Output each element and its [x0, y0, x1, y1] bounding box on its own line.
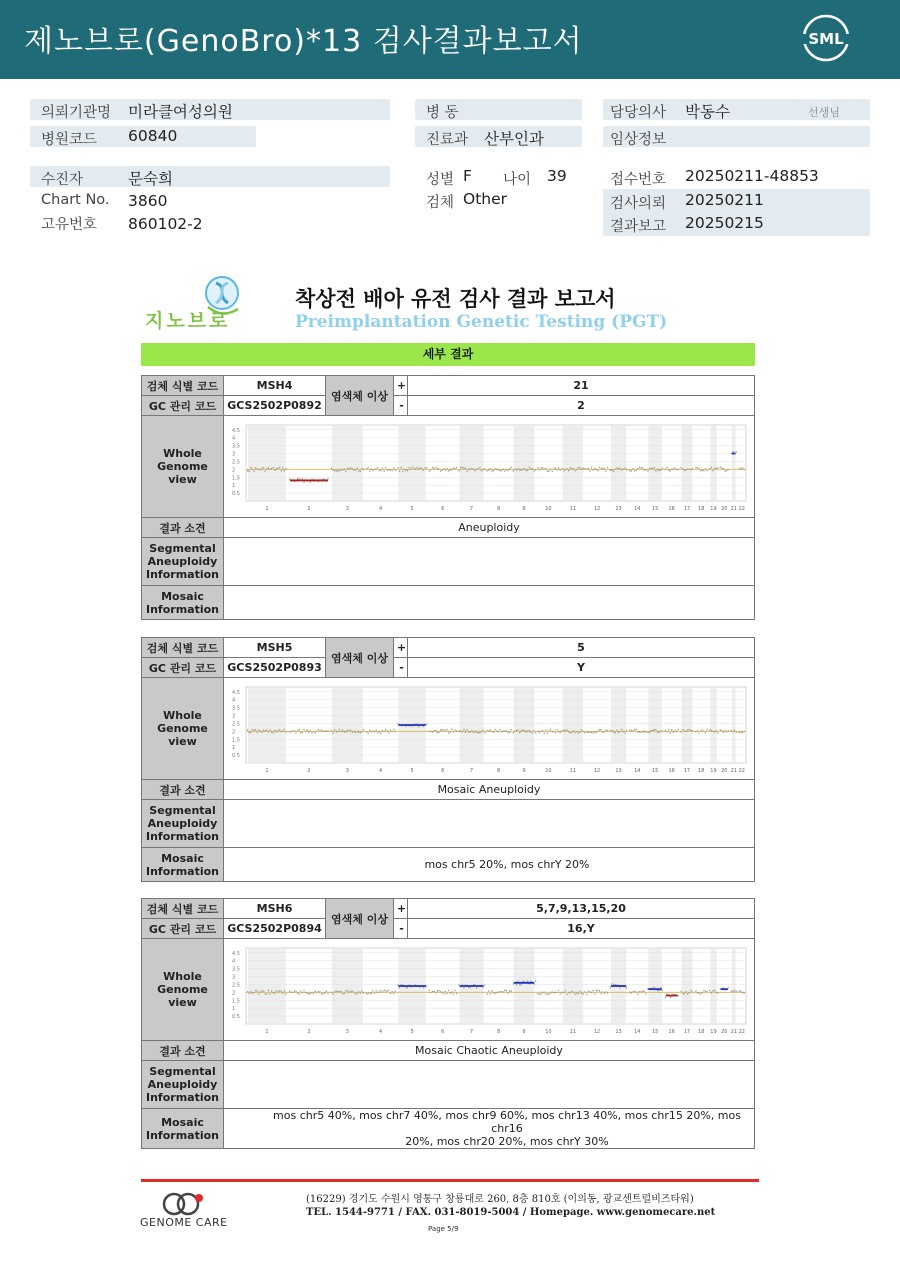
- chrom-tick-label: 19: [710, 1028, 717, 1035]
- y-tick-label: 2: [232, 989, 236, 996]
- chrom-band: [514, 426, 534, 500]
- chrom-tick-label: 3: [345, 767, 349, 774]
- plus-label: +: [394, 376, 408, 396]
- y-tick-label: 2.5: [232, 720, 240, 727]
- chrom-tick-label: 15: [651, 1028, 659, 1035]
- chrom-tick-label: 2: [307, 1028, 311, 1035]
- chrom-tick-label: 6: [441, 505, 445, 512]
- chrom-band: [332, 426, 363, 500]
- sex: F: [463, 167, 472, 185]
- chrom-tick-label: 4: [379, 1028, 383, 1035]
- age: 39: [547, 167, 567, 185]
- address-line: (16229) 경기도 수원시 영통구 창룡대로 260, 8층 810호 (이의동, 광교센트럴비즈타워): [306, 1194, 694, 1205]
- result-label: 결과 소견: [142, 1041, 224, 1061]
- y-tick-label: 4: [232, 435, 236, 442]
- chrom-band: [648, 688, 661, 762]
- chrom-tick-label: 22: [738, 1028, 745, 1035]
- y-tick-label: 0.5: [232, 490, 240, 497]
- gc-code: GCS2502P0894: [224, 919, 326, 939]
- plus-value: 5,7,9,13,15,20: [408, 899, 755, 919]
- dept: 산부인과: [484, 130, 544, 148]
- gc-code: GCS2502P0892: [224, 396, 326, 416]
- chrom-band: [682, 426, 693, 500]
- unique-no-label: 고유번호: [41, 217, 98, 233]
- sml-logo-text: SML: [808, 30, 844, 48]
- y-tick-label: 1: [232, 482, 236, 489]
- chrom-tick-label: 22: [738, 505, 745, 512]
- chrom-tick-label: 13: [615, 1028, 622, 1035]
- y-tick-label: 1.5: [232, 736, 240, 743]
- chrom-tick-label: 9: [522, 767, 526, 774]
- y-tick-label: 2: [232, 728, 236, 735]
- segmental-label: Segmental Aneuploidy Information: [142, 538, 224, 586]
- y-tick-label: 3.5: [232, 705, 240, 712]
- footer-divider: [141, 1179, 759, 1182]
- chrom-band: [248, 949, 286, 1023]
- whole-genome-view: [224, 939, 755, 1041]
- minus-value: Y: [408, 658, 755, 678]
- chrom-abn-label: 염색체 이상: [326, 376, 394, 416]
- chrom-band: [563, 949, 583, 1023]
- mosaic-value: [224, 848, 755, 882]
- chrom-tick-label: 21: [730, 767, 737, 774]
- whole-genome-view: [224, 416, 755, 518]
- y-tick-label: 3.5: [232, 443, 240, 450]
- chrom-band: [514, 688, 534, 762]
- request-label: 검사의뢰: [610, 196, 667, 212]
- report-date: 20250215: [685, 214, 764, 232]
- chrom-tick-label: 10: [545, 505, 552, 512]
- y-tick-label: 4.5: [232, 689, 240, 696]
- chrom-tick-label: 2: [307, 767, 311, 774]
- chrom-tick-label: 17: [683, 767, 691, 774]
- chrom-band: [682, 949, 693, 1023]
- chrom-band: [248, 426, 286, 500]
- row-bg: [30, 166, 390, 187]
- chrom-tick-label: 18: [698, 505, 705, 512]
- sample-id-label: 검체 식별 코드: [142, 899, 224, 919]
- doctor-label: 담당의사: [610, 105, 667, 121]
- ward-label: 병 동: [426, 105, 459, 121]
- chrom-tick-label: 9: [522, 1028, 526, 1035]
- y-tick-label: 0.5: [232, 1013, 240, 1020]
- chrom-tick-label: 16: [668, 767, 675, 774]
- chrom-tick-label: 17: [683, 1028, 691, 1035]
- sex-label: 성별: [426, 172, 455, 188]
- sample-table: [141, 375, 755, 620]
- chrom-tick-label: 20: [721, 1028, 728, 1035]
- requesting-org-label: 의뢰기관명: [41, 105, 112, 121]
- whole-genome-label: Whole Genome view: [142, 416, 224, 518]
- whole-genome-label: Whole Genome view: [142, 939, 224, 1041]
- plot-frame: [246, 425, 746, 501]
- chrom-tick-label: 15: [651, 767, 659, 774]
- y-tick-label: 3: [232, 451, 236, 457]
- y-tick-label: 4: [232, 958, 236, 965]
- minus-label: -: [394, 396, 408, 416]
- chrom-tick-label: 19: [710, 767, 717, 774]
- hospital-code-label: 병원코드: [41, 132, 98, 148]
- chrom-tick-label: 17: [683, 505, 691, 512]
- chrom-band: [732, 949, 736, 1023]
- chrom-band: [248, 688, 286, 762]
- sml-logo: [802, 14, 850, 62]
- receipt-no: 20250211-48853: [685, 167, 819, 185]
- gc-code: GCS2502P0893: [224, 658, 326, 678]
- chrom-tick-label: 4: [379, 767, 383, 774]
- plot-frame: [246, 948, 746, 1024]
- clinical-label: 임상정보: [610, 132, 667, 148]
- gc-code-label: GC 관리 코드: [142, 919, 224, 939]
- sample-id: MSH6: [224, 899, 326, 919]
- chrom-band: [563, 426, 583, 500]
- hospital-code: 60840: [128, 127, 178, 145]
- receipt-label: 접수번호: [610, 172, 667, 188]
- mosaic-value: [224, 586, 755, 620]
- report-title: 제노브로(GenoBro)*13 검사결과보고서: [24, 24, 583, 59]
- section-title: 세부 결과: [141, 343, 755, 366]
- plus-label: +: [394, 899, 408, 919]
- requesting-org: 미라클여성의원: [128, 103, 233, 121]
- chrom-band: [611, 426, 626, 500]
- mosaic-label: Mosaic Information: [142, 1109, 224, 1149]
- patient-name: 문숙희: [128, 170, 173, 188]
- chrom-band: [682, 688, 693, 762]
- sample-id: MSH5: [224, 638, 326, 658]
- specimen-label: 검체: [426, 195, 455, 211]
- result-label: 결과 소견: [142, 518, 224, 538]
- plot-frame: [246, 687, 746, 763]
- chrom-band: [398, 426, 425, 500]
- chrom-abn-label: 염색체 이상: [326, 899, 394, 939]
- chrom-tick-label: 14: [634, 505, 641, 512]
- sample-table: [141, 898, 755, 1149]
- chrom-tick-label: 7: [469, 767, 474, 774]
- chrom-band: [710, 426, 716, 500]
- genome-plot: [230, 942, 752, 1038]
- chrom-band: [710, 949, 716, 1023]
- chrom-band: [732, 688, 736, 762]
- page-number: Page 5/9: [428, 1225, 459, 1233]
- y-tick-label: 1: [232, 744, 236, 751]
- contact-line: TEL. 1544-9771 / FAX. 031-8019-5004 / Homepage. www.genomecare.net: [306, 1207, 716, 1218]
- chrom-abn-label: 염색체 이상: [326, 638, 394, 678]
- chrom-tick-label: 16: [668, 505, 675, 512]
- doctor: 박동수: [685, 103, 730, 121]
- chart-no: 3860: [128, 192, 168, 210]
- chrom-band: [710, 688, 716, 762]
- chrom-band: [611, 688, 626, 762]
- chrom-band: [732, 426, 736, 500]
- chrom-tick-label: 22: [738, 767, 745, 774]
- gc-code-label: GC 관리 코드: [142, 658, 224, 678]
- y-tick-label: 2: [232, 466, 236, 473]
- y-tick-label: 3: [232, 974, 236, 980]
- result-value: Mosaic Aneuploidy: [224, 780, 755, 800]
- chrom-tick-label: 4: [379, 505, 383, 512]
- whole-genome-view: [224, 678, 755, 780]
- sample-id-label: 검체 식별 코드: [142, 376, 224, 396]
- segmental-value: [224, 538, 755, 586]
- report-subtitle: Preimplantation Genetic Testing (PGT): [295, 312, 668, 332]
- y-tick-label: 1.5: [232, 997, 240, 1004]
- chrom-tick-label: 6: [441, 1028, 445, 1035]
- minus-label: -: [394, 658, 408, 678]
- age-label: 나이: [503, 172, 532, 188]
- plus-label: +: [394, 638, 408, 658]
- chrom-tick-label: 5: [410, 505, 414, 512]
- segmental-label: Segmental Aneuploidy Information: [142, 800, 224, 848]
- chrom-tick-label: 7: [469, 505, 474, 512]
- genobro-logo-text: 지노브로: [145, 310, 231, 332]
- chrom-tick-label: 12: [593, 767, 601, 774]
- chrom-tick-label: 1: [265, 767, 269, 774]
- unique-no: 860102-2: [128, 215, 203, 233]
- mosaic-line: 20%, mos chr20 20%, mos chrY 30%: [405, 1135, 609, 1148]
- header-bar: [0, 0, 900, 79]
- result-value: Mosaic Chaotic Aneuploidy: [224, 1041, 755, 1061]
- chart-no-label: Chart No.: [41, 192, 110, 208]
- footer-address: [306, 1193, 715, 1219]
- segmental-label: Segmental Aneuploidy Information: [142, 1061, 224, 1109]
- y-tick-label: 3: [232, 713, 236, 719]
- chrom-band: [563, 688, 583, 762]
- plus-value: 21: [408, 376, 755, 396]
- mosaic-label: Mosaic Information: [142, 586, 224, 620]
- mosaic-value: [224, 1109, 755, 1149]
- y-tick-label: 4.5: [232, 950, 240, 957]
- y-tick-label: 2.5: [232, 458, 240, 465]
- chrom-tick-label: 12: [593, 505, 601, 512]
- chrom-tick-label: 21: [730, 505, 737, 512]
- chrom-tick-label: 19: [710, 505, 717, 512]
- chrom-band: [460, 688, 484, 762]
- minus-label: -: [394, 919, 408, 939]
- chrom-tick-label: 7: [469, 1028, 474, 1035]
- chrom-tick-label: 1: [265, 1028, 269, 1035]
- dept-label: 진료과: [426, 132, 469, 148]
- genome-care-text: GENOME CARE: [140, 1216, 228, 1229]
- y-tick-label: 4: [232, 697, 236, 704]
- chrom-band: [648, 949, 661, 1023]
- result-value: Aneuploidy: [224, 518, 755, 538]
- genome-care-logo-icon: [160, 1190, 206, 1218]
- y-tick-label: 0.5: [232, 752, 240, 759]
- doctor-suffix: 선생님: [808, 106, 840, 119]
- mosaic-label: Mosaic Information: [142, 848, 224, 882]
- specimen: Other: [463, 190, 508, 208]
- gc-code-label: GC 관리 코드: [142, 396, 224, 416]
- chrom-tick-label: 5: [410, 767, 414, 774]
- sample-id-label: 검체 식별 코드: [142, 638, 224, 658]
- segmental-value: [224, 1061, 755, 1109]
- chrom-tick-label: 6: [441, 767, 445, 774]
- mosaic-line: mos chr5 20%, mos chrY 20%: [424, 858, 590, 871]
- chrom-tick-label: 20: [721, 767, 728, 774]
- whole-genome-label: Whole Genome view: [142, 678, 224, 780]
- chrom-tick-label: 11: [569, 767, 577, 774]
- chrom-tick-label: 10: [545, 767, 552, 774]
- chrom-tick-label: 21: [730, 1028, 737, 1035]
- chrom-tick-label: 14: [634, 767, 641, 774]
- patient-label: 수진자: [41, 172, 84, 188]
- y-tick-label: 2.5: [232, 981, 240, 988]
- chrom-tick-label: 18: [698, 1028, 705, 1035]
- sample-table: [141, 637, 755, 882]
- chrom-tick-label: 11: [569, 505, 577, 512]
- chrom-tick-label: 8: [497, 1028, 501, 1035]
- chrom-tick-label: 14: [634, 1028, 641, 1035]
- chrom-tick-label: 16: [668, 1028, 675, 1035]
- chrom-band: [460, 426, 484, 500]
- genome-plot: [230, 419, 752, 515]
- chrom-tick-label: 2: [307, 505, 311, 512]
- minus-value: 16,Y: [408, 919, 755, 939]
- y-tick-label: 3.5: [232, 966, 240, 973]
- chrom-tick-label: 11: [569, 1028, 577, 1035]
- chrom-tick-label: 9: [522, 505, 526, 512]
- minus-value: 2: [408, 396, 755, 416]
- sample-id: MSH4: [224, 376, 326, 396]
- chrom-tick-label: 5: [410, 1028, 414, 1035]
- plus-value: 5: [408, 638, 755, 658]
- result-label: 결과 소견: [142, 780, 224, 800]
- chrom-tick-label: 8: [497, 505, 501, 512]
- request-date: 20250211: [685, 191, 764, 209]
- chrom-tick-label: 13: [615, 767, 622, 774]
- chrom-tick-label: 3: [345, 505, 349, 512]
- mosaic-line: mos chr5 40%, mos chr7 40%, mos chr9 60%, mos chr13 40%, mos chr15 20%, mos chr16: [273, 1109, 741, 1135]
- chrom-tick-label: 1: [265, 505, 269, 512]
- chrom-tick-label: 15: [651, 505, 659, 512]
- y-tick-label: 1: [232, 1005, 236, 1012]
- chrom-tick-label: 3: [345, 1028, 349, 1035]
- chrom-tick-label: 10: [545, 1028, 552, 1035]
- genome-plot: [230, 681, 752, 777]
- chrom-band: [648, 426, 661, 500]
- report-label: 결과보고: [610, 219, 667, 235]
- chrom-tick-label: 13: [615, 505, 622, 512]
- y-tick-label: 1.5: [232, 474, 240, 481]
- chrom-tick-label: 18: [698, 767, 705, 774]
- report-main-title: 착상전 배아 유전 검사 결과 보고서: [295, 287, 616, 311]
- chrom-tick-label: 8: [497, 767, 501, 774]
- chrom-tick-label: 12: [593, 1028, 601, 1035]
- chrom-band: [514, 949, 534, 1023]
- chrom-tick-label: 20: [721, 505, 728, 512]
- y-tick-label: 4.5: [232, 427, 240, 434]
- segmental-value: [224, 800, 755, 848]
- chrom-band: [332, 949, 363, 1023]
- chrom-band: [332, 688, 363, 762]
